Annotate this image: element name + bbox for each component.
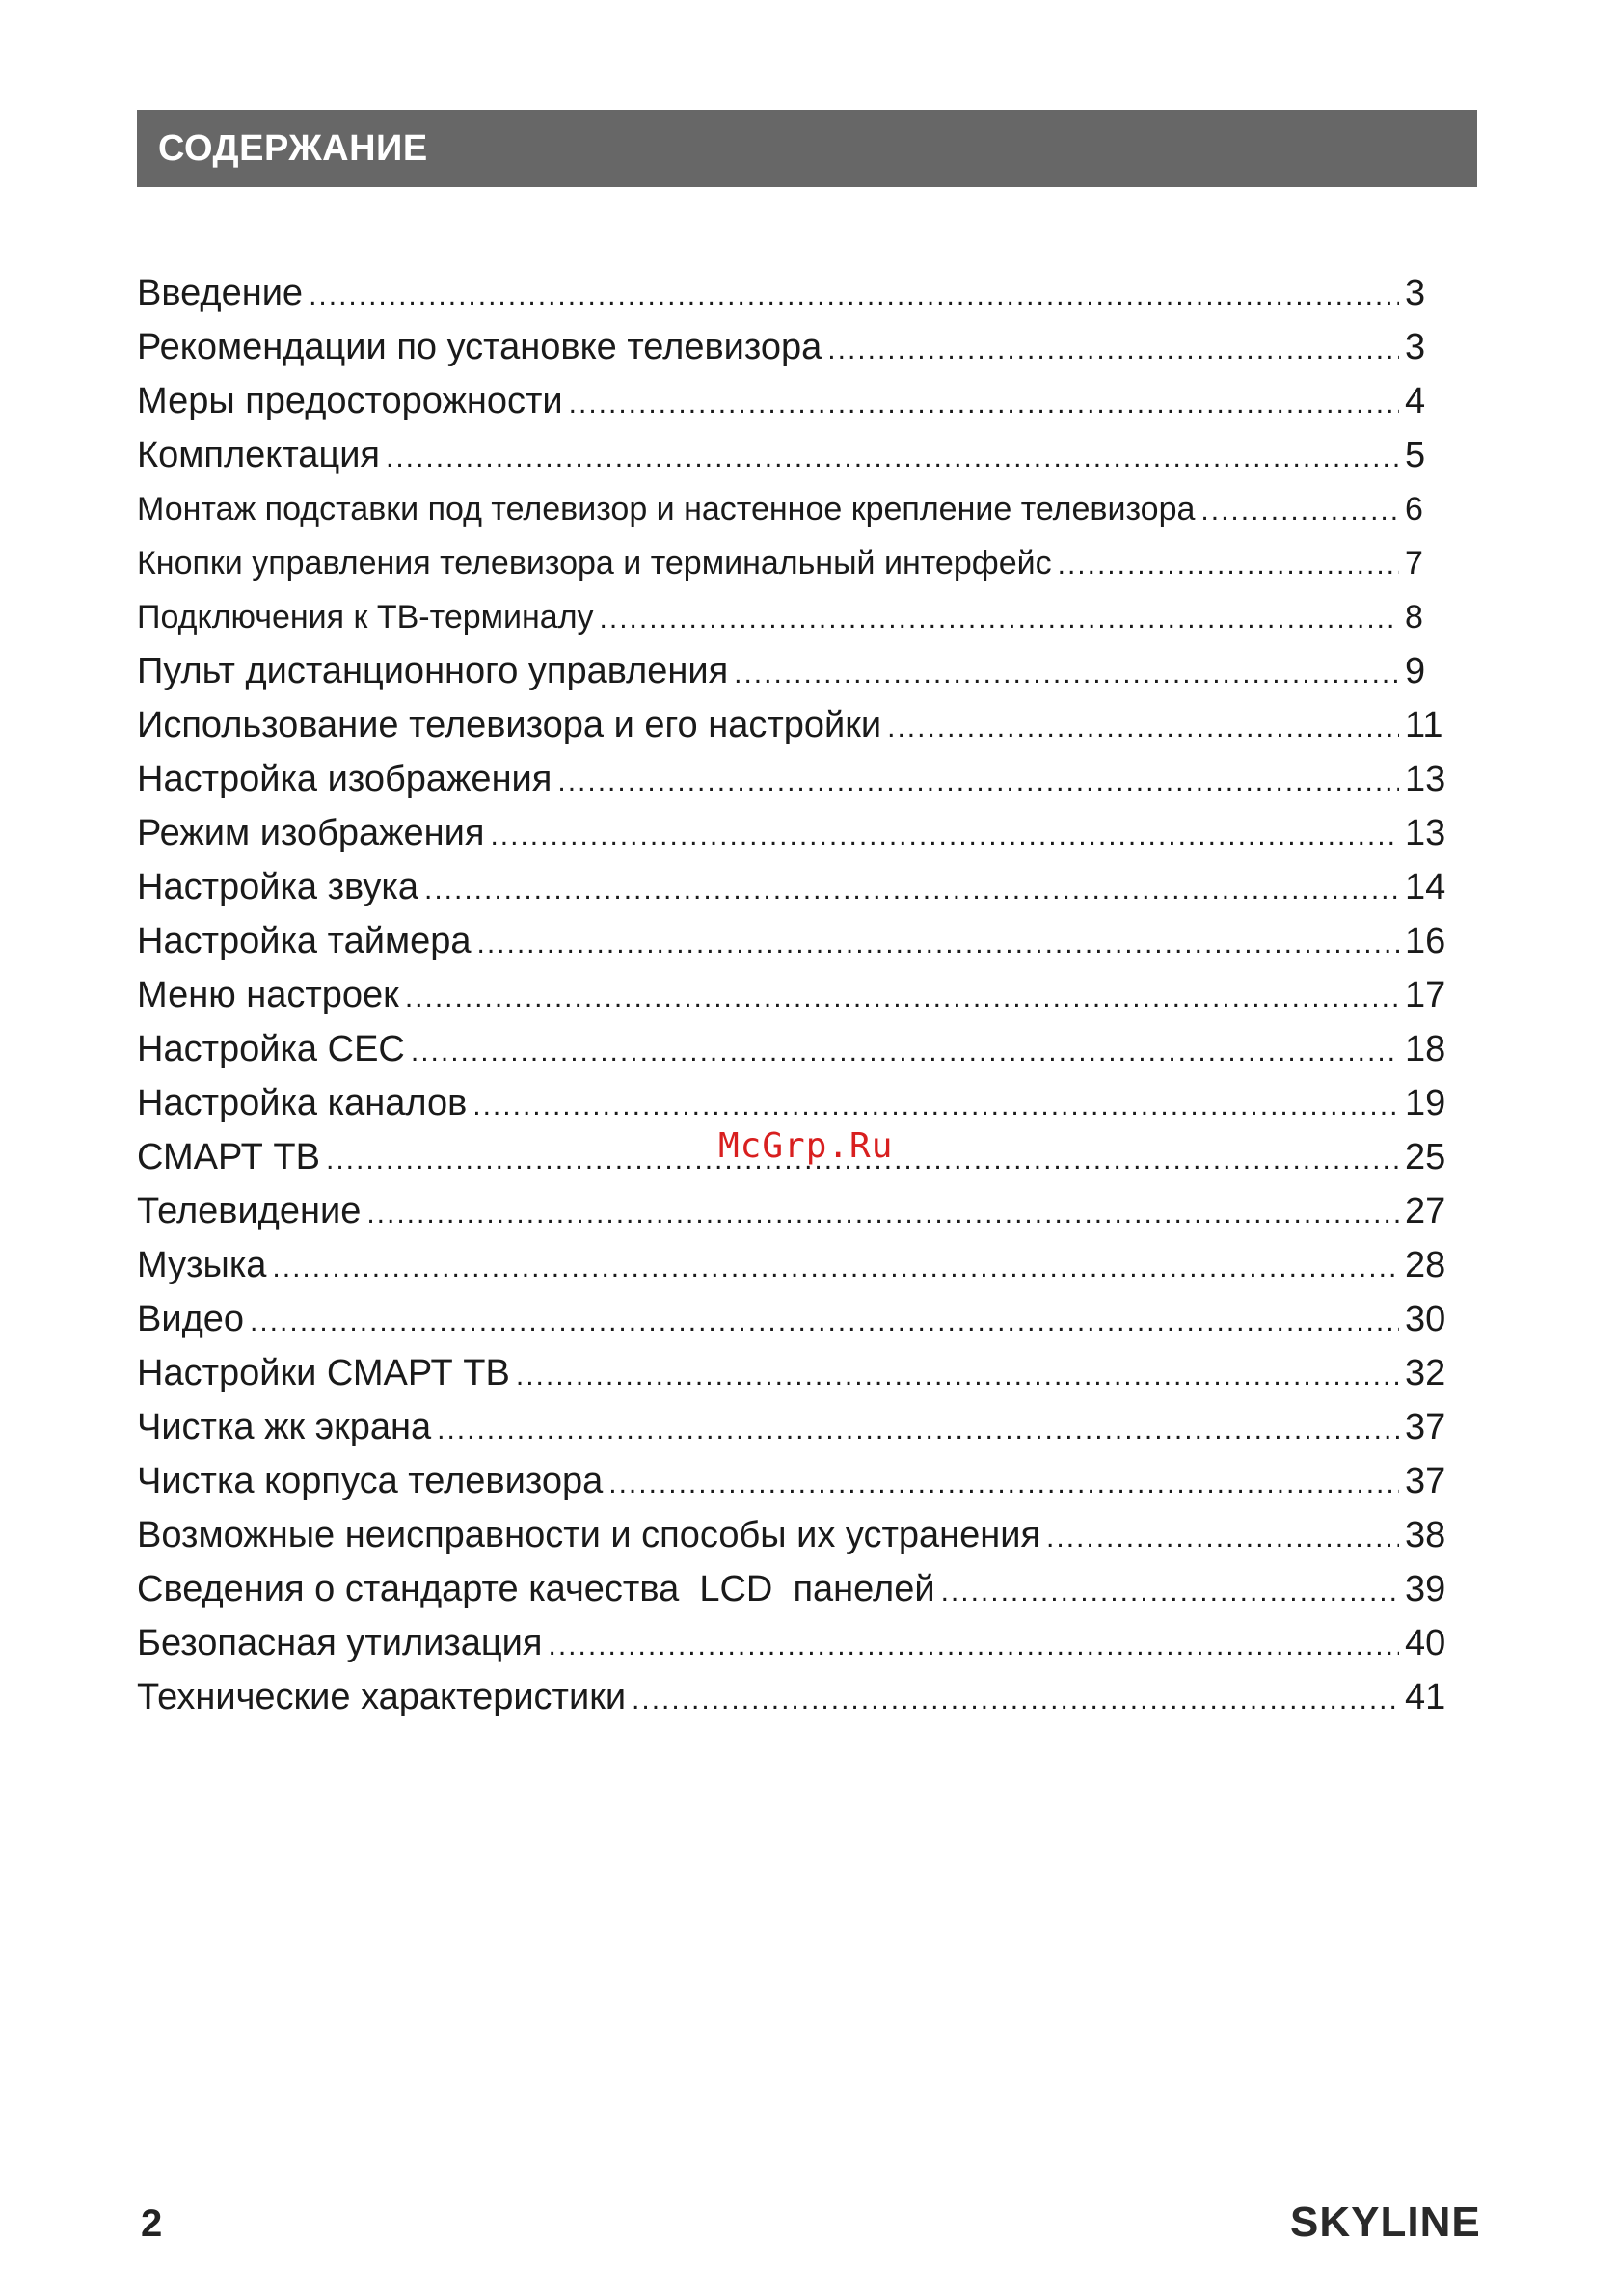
toc-entry-page: 11 — [1405, 705, 1443, 745]
toc-entry[interactable] — [137, 968, 1463, 1022]
dot-leader — [1058, 538, 1399, 592]
toc-entry-page: 17 — [1405, 975, 1446, 1015]
toc-entry-page: 37 — [1405, 1407, 1446, 1447]
toc-entry-label: Чистка корпуса телевизора — [137, 1461, 604, 1501]
dot-leader — [608, 1457, 1399, 1511]
dot-leader — [941, 1565, 1399, 1619]
toc-entry-label: Видео — [137, 1299, 245, 1339]
toc-entry-label: Введение — [137, 273, 304, 313]
toc-entry-page: 18 — [1405, 1029, 1446, 1069]
toc-entry[interactable] — [137, 320, 1463, 374]
toc-entry[interactable] — [137, 1454, 1463, 1508]
toc-entry[interactable] — [137, 590, 1463, 644]
toc-entry-page: 32 — [1405, 1353, 1446, 1393]
toc-entry[interactable] — [137, 536, 1463, 590]
toc-entry-label: Сведения о стандарте качества LCD панелей — [137, 1569, 935, 1609]
toc-entry-page: 13 — [1405, 813, 1446, 853]
toc-entry[interactable] — [137, 752, 1463, 806]
toc-entry[interactable] — [137, 1076, 1463, 1130]
dot-leader — [386, 431, 1399, 485]
toc-entry[interactable] — [137, 1184, 1463, 1238]
dot-leader — [1046, 1511, 1399, 1565]
toc-entry-label: Комплектация — [137, 435, 381, 475]
page-number: 2 — [141, 2202, 163, 2245]
toc-entry-label: Настройка таймера — [137, 921, 472, 961]
toc-entry[interactable] — [137, 914, 1463, 968]
dot-leader — [490, 809, 1399, 863]
dot-leader — [734, 647, 1399, 701]
table-of-contents — [137, 266, 1463, 1724]
toc-entry[interactable] — [137, 644, 1463, 698]
toc-entry-page: 19 — [1405, 1083, 1446, 1123]
toc-entry-page: 37 — [1405, 1461, 1446, 1501]
toc-entry-page: 13 — [1405, 759, 1446, 799]
toc-entry[interactable] — [137, 1562, 1463, 1616]
toc-entry[interactable] — [137, 1022, 1463, 1076]
toc-entry-label: Настройка звука — [137, 867, 418, 907]
toc-entry-label: Монтаж подставки под телевизор и настенное крепление телевизора — [137, 491, 1196, 527]
dot-leader — [827, 323, 1399, 377]
toc-entry[interactable] — [137, 1292, 1463, 1346]
dot-leader — [569, 377, 1399, 431]
brand-logo: SKYLINE — [1290, 2199, 1481, 2246]
toc-entry[interactable] — [137, 1616, 1463, 1670]
toc-entry-page: 3 — [1405, 327, 1426, 367]
dot-leader — [557, 755, 1399, 809]
dot-leader — [366, 1187, 1399, 1241]
toc-entry-label: Технические характеристики — [137, 1677, 627, 1717]
toc-entry-label: Музыка — [137, 1245, 267, 1285]
toc-entry-label: Режим изображения — [137, 813, 485, 853]
toc-entry-page: 9 — [1405, 651, 1426, 691]
toc-entry-label: Использование телевизора и его настройки — [137, 705, 882, 745]
toc-entry-page: 39 — [1405, 1569, 1446, 1609]
header-bar — [137, 110, 1477, 187]
dot-leader — [600, 592, 1399, 646]
toc-entry-page: 38 — [1405, 1515, 1446, 1555]
toc-entry[interactable] — [137, 806, 1463, 860]
toc-entry[interactable] — [137, 482, 1463, 536]
toc-entry-page: 4 — [1405, 381, 1426, 421]
dot-leader — [1200, 484, 1399, 538]
toc-entry-page: 5 — [1405, 435, 1426, 475]
toc-entry-label: Меры предосторожности — [137, 381, 563, 421]
dot-leader — [477, 917, 1400, 971]
toc-entry[interactable] — [137, 860, 1463, 914]
toc-entry-label: Меню настроек — [137, 975, 399, 1015]
toc-entry-label: Подключения к ТВ-терминалу — [137, 599, 594, 635]
toc-entry-label: Настройка изображения — [137, 759, 552, 799]
toc-entry[interactable] — [137, 1400, 1463, 1454]
dot-leader — [272, 1241, 1399, 1295]
toc-entry[interactable] — [137, 698, 1463, 752]
toc-entry-label: СМАРТ ТВ — [137, 1137, 320, 1177]
dot-leader — [549, 1619, 1400, 1673]
toc-entry-label: Рекомендации по установке телевизора — [137, 327, 822, 367]
dot-leader — [405, 971, 1399, 1025]
dot-leader — [411, 1025, 1399, 1079]
toc-entry-label: Настройка CEC — [137, 1029, 405, 1069]
toc-entry[interactable] — [137, 1508, 1463, 1562]
toc-entry-page: 7 — [1405, 545, 1423, 581]
watermark: McGrp.Ru — [718, 1126, 894, 1166]
dot-leader — [632, 1673, 1399, 1727]
toc-entry-page: 40 — [1405, 1623, 1446, 1663]
toc-entry-label: Возможные неисправности и способы их устранения — [137, 1515, 1041, 1555]
dot-leader — [424, 863, 1399, 917]
toc-entry-page: 8 — [1405, 599, 1423, 635]
toc-entry[interactable] — [137, 1346, 1463, 1400]
toc-entry-label: Чистка жк экрана — [137, 1407, 432, 1447]
dot-leader — [250, 1295, 1399, 1349]
toc-entry-page: 3 — [1405, 273, 1426, 313]
toc-entry-label: Безопасная утилизация — [137, 1623, 543, 1663]
dot-leader — [309, 269, 1399, 323]
toc-entry-page: 27 — [1405, 1191, 1446, 1231]
toc-entry-page: 16 — [1405, 921, 1446, 961]
dot-leader — [516, 1349, 1399, 1403]
toc-entry-page: 28 — [1405, 1245, 1446, 1285]
toc-entry-page: 6 — [1405, 491, 1423, 527]
toc-entry-label: Пульт дистанционного управления — [137, 651, 729, 691]
toc-entry-page: 25 — [1405, 1137, 1446, 1177]
toc-entry[interactable] — [137, 374, 1463, 428]
toc-entry[interactable] — [137, 428, 1463, 482]
page-title: СОДЕРЖАНИЕ — [158, 127, 428, 169]
toc-entry-page: 30 — [1405, 1299, 1446, 1339]
toc-entry[interactable] — [137, 1238, 1463, 1292]
toc-entry-label: Настройки СМАРТ ТВ — [137, 1353, 510, 1393]
toc-entry[interactable] — [137, 1670, 1463, 1724]
dot-leader — [887, 701, 1399, 755]
dot-leader — [472, 1079, 1399, 1133]
toc-entry-page: 14 — [1405, 867, 1446, 907]
dot-leader — [437, 1403, 1399, 1457]
toc-entry-label: Настройка каналов — [137, 1083, 468, 1123]
toc-entry[interactable] — [137, 266, 1463, 320]
toc-entry-label: Телевидение — [137, 1191, 362, 1231]
toc-entry-label: Кнопки управления телевизора и терминальный интерфейс — [137, 545, 1052, 581]
toc-entry-page: 41 — [1405, 1677, 1446, 1717]
